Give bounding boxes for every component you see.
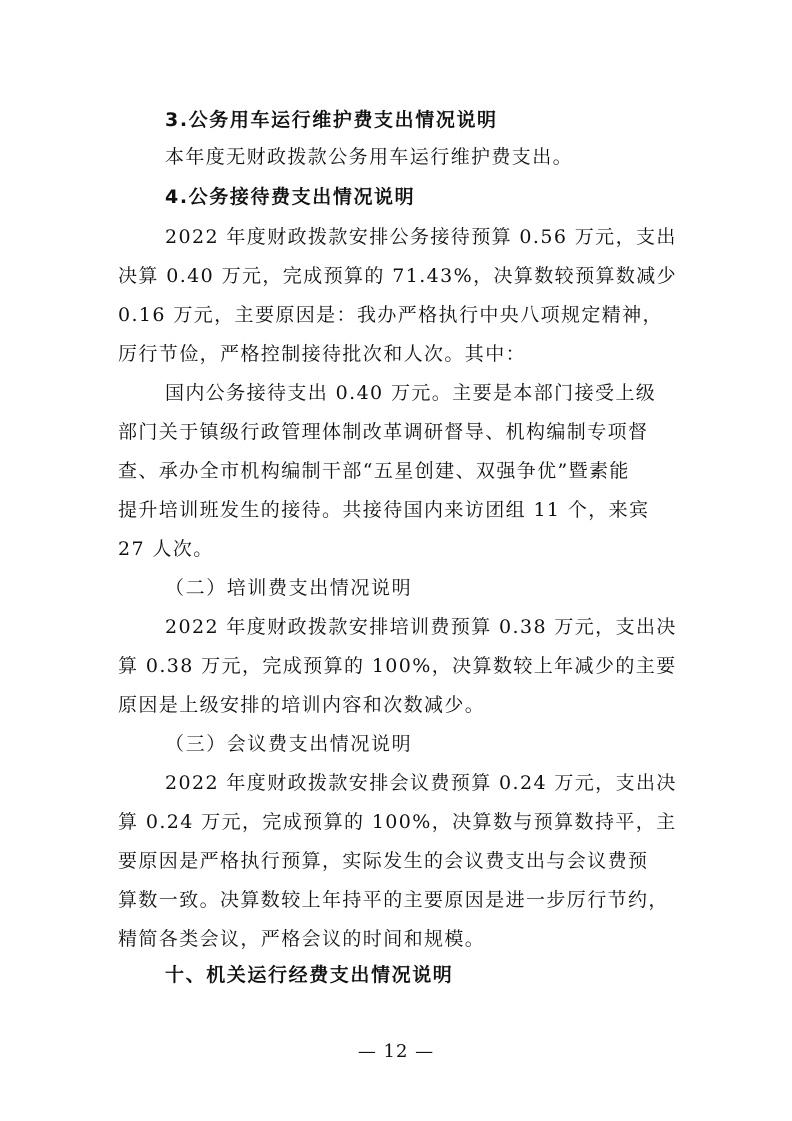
meeting-text-line: 2022 年度财政拨款安排会议费预算 0.24 万元，支出决 [165,772,677,794]
page-number: — 12 — [357,1041,435,1062]
section-4-para1-line: 2022 年度财政拨款安排公务接待预算 0.56 万元，支出 [165,226,677,248]
section-4-para1-line: 决算 0.40 万元，完成预算的 71.43%，决算数较预算数减少 [118,265,678,287]
section-4-para1-line: 厉行节俭，严格控制接待批次和人次。其中： [118,343,527,365]
section-4-para2-line: 提升培训班发生的接待。共接待国内来访团组 11 个，来宾 [118,499,650,521]
section-3-text-line: 本年度无财政拨款公务用车运行维护费支出。 [165,146,574,168]
section-3-heading: 3.公务用车运行维护费支出情况说明 [165,109,498,131]
training-text-line: 原因是上级安排的培训内容和次数减少。 [118,694,486,716]
section-4-para2-line: 查、承办全市机构编制干部“五星创建、双强争优”暨素能 [118,460,630,482]
section-4-para1-line: 0.16 万元，主要原因是：我办严格执行中央八项规定精神， [118,304,663,326]
meeting-text-line: 算 0.24 万元，完成预算的 100%，决算数与预算数持平，主 [118,811,677,833]
section-4-para2-line: 国内公务接待支出 0.40 万元。主要是本部门接受上级 [165,382,657,404]
training-text-line: 2022 年度财政拨款安排培训费预算 0.38 万元，支出决 [165,616,677,638]
meeting-text-line: 精简各类会议，严格会议的时间和规模。 [118,928,486,950]
section-4-heading: 4.公务接待费支出情况说明 [165,186,416,208]
section-4-para2-line: 部门关于镇级行政管理体制改革调研督导、机构编制专项督 [118,421,649,443]
training-section-heading: （二）培训费支出情况说明 [165,577,413,599]
meeting-text-line: 算数一致。决算数较上年持平的主要原因是进一步厉行节约， [118,889,669,911]
meeting-section-heading: （三）会议费支出情况说明 [165,733,413,755]
meeting-text-line: 要原因是严格执行预算，实际发生的会议费支出与会议费预 [118,850,649,872]
training-text-line: 算 0.38 万元，完成预算的 100%，决算数较上年减少的主要 [118,655,677,677]
section-10-heading: 十、机关运行经费支出情况说明 [165,964,454,986]
section-4-para2-line: 27 人次。 [118,538,214,560]
